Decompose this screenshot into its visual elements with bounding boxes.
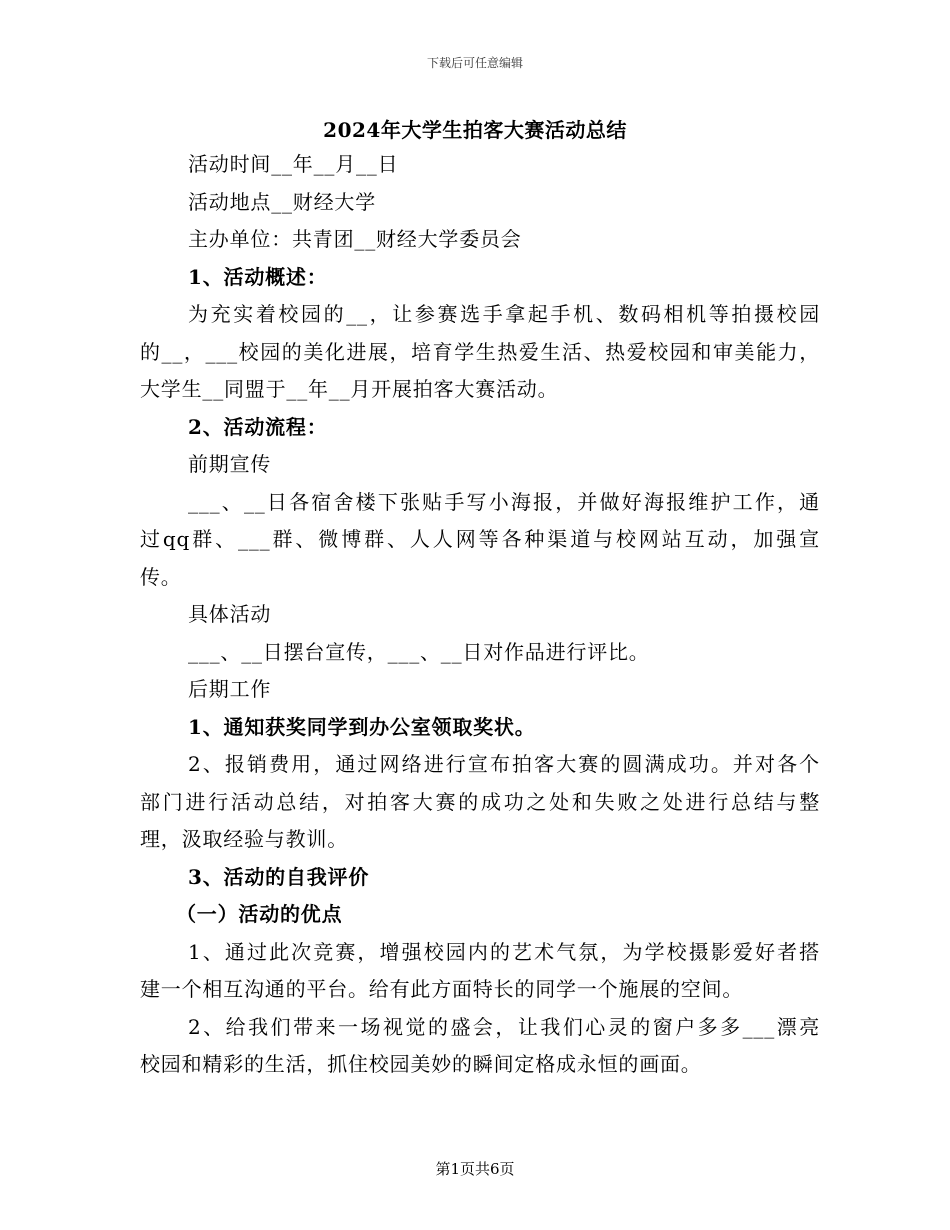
paragraph-line: 2、给我们带来一场视觉的盛会，让我们心灵的窗户多多___漂亮	[188, 1014, 820, 1039]
header-note: 下载后可任意编辑	[426, 56, 523, 70]
section-1-heading: 1、活动概述：	[188, 264, 328, 289]
activity-organizer: 主办单位：共青团__财经大学委员会	[188, 227, 522, 251]
paragraph-line: 为充实着校园的__，让参赛选手拿起手机、数码相机等拍摄校园	[188, 302, 820, 326]
page-number: 第1页共6页	[435, 1160, 515, 1178]
paragraph-line: 校园和精彩的生活，抓住校园美妙的瞬间定格成永恒的画面。	[140, 1052, 702, 1076]
section-3-subheading: （一）活动的优点	[176, 902, 343, 926]
post-item-1: 1、通知获奖同学到办公室领取奖状。	[188, 714, 536, 739]
paragraph-line: 过qq群、___群、微博群、人人网等各种渠道与校网站互动，加强宣	[140, 527, 820, 551]
document-body	[140, 146, 820, 1084]
paragraph-line: 理，汲取经验与教训。	[140, 827, 348, 851]
post-phase-heading: 后期工作	[188, 677, 272, 701]
paragraph-line: ___、__日摆台宣传，___、__日对作品进行评比。	[188, 639, 650, 664]
activity-time: 活动时间__年__月__日	[188, 152, 399, 176]
section-3-heading: 3、活动的自我评价	[188, 864, 370, 889]
paragraph-line: 的__，___校园的美化进展，培育学生热爱生活、热爱校园和审美能力，	[140, 339, 820, 364]
paragraph-line: 部门进行活动总结，对拍客大赛的成功之处和失败之处进行总结与整	[140, 789, 820, 814]
section-2-heading: 2、活动流程：	[188, 414, 328, 439]
paragraph-line: ___、__日各宿舍楼下张贴手写小海报，并做好海报维护工作，通	[188, 489, 820, 514]
paragraph-line: 1、通过此次竞赛，增强校园内的艺术气氛，为学校摄影爱好者搭	[188, 939, 820, 964]
paragraph-line: 传。	[140, 564, 182, 589]
pre-phase-heading: 前期宣传	[188, 452, 272, 476]
document-title: 2024年大学生拍客大赛活动总结	[323, 118, 627, 142]
activity-place: 活动地点__财经大学	[188, 189, 376, 214]
activity-phase-heading: 具体活动	[188, 602, 272, 626]
paragraph-line: 2、报销费用，通过网络进行宣布拍客大赛的圆满成功。并对各个	[188, 752, 820, 776]
paragraph-line: 建一个相互沟通的平台。给有此方面特长的同学一个施展的空间。	[140, 977, 744, 1001]
paragraph-line: 大学生__同盟于__年__月开展拍客大赛活动。	[140, 377, 559, 401]
